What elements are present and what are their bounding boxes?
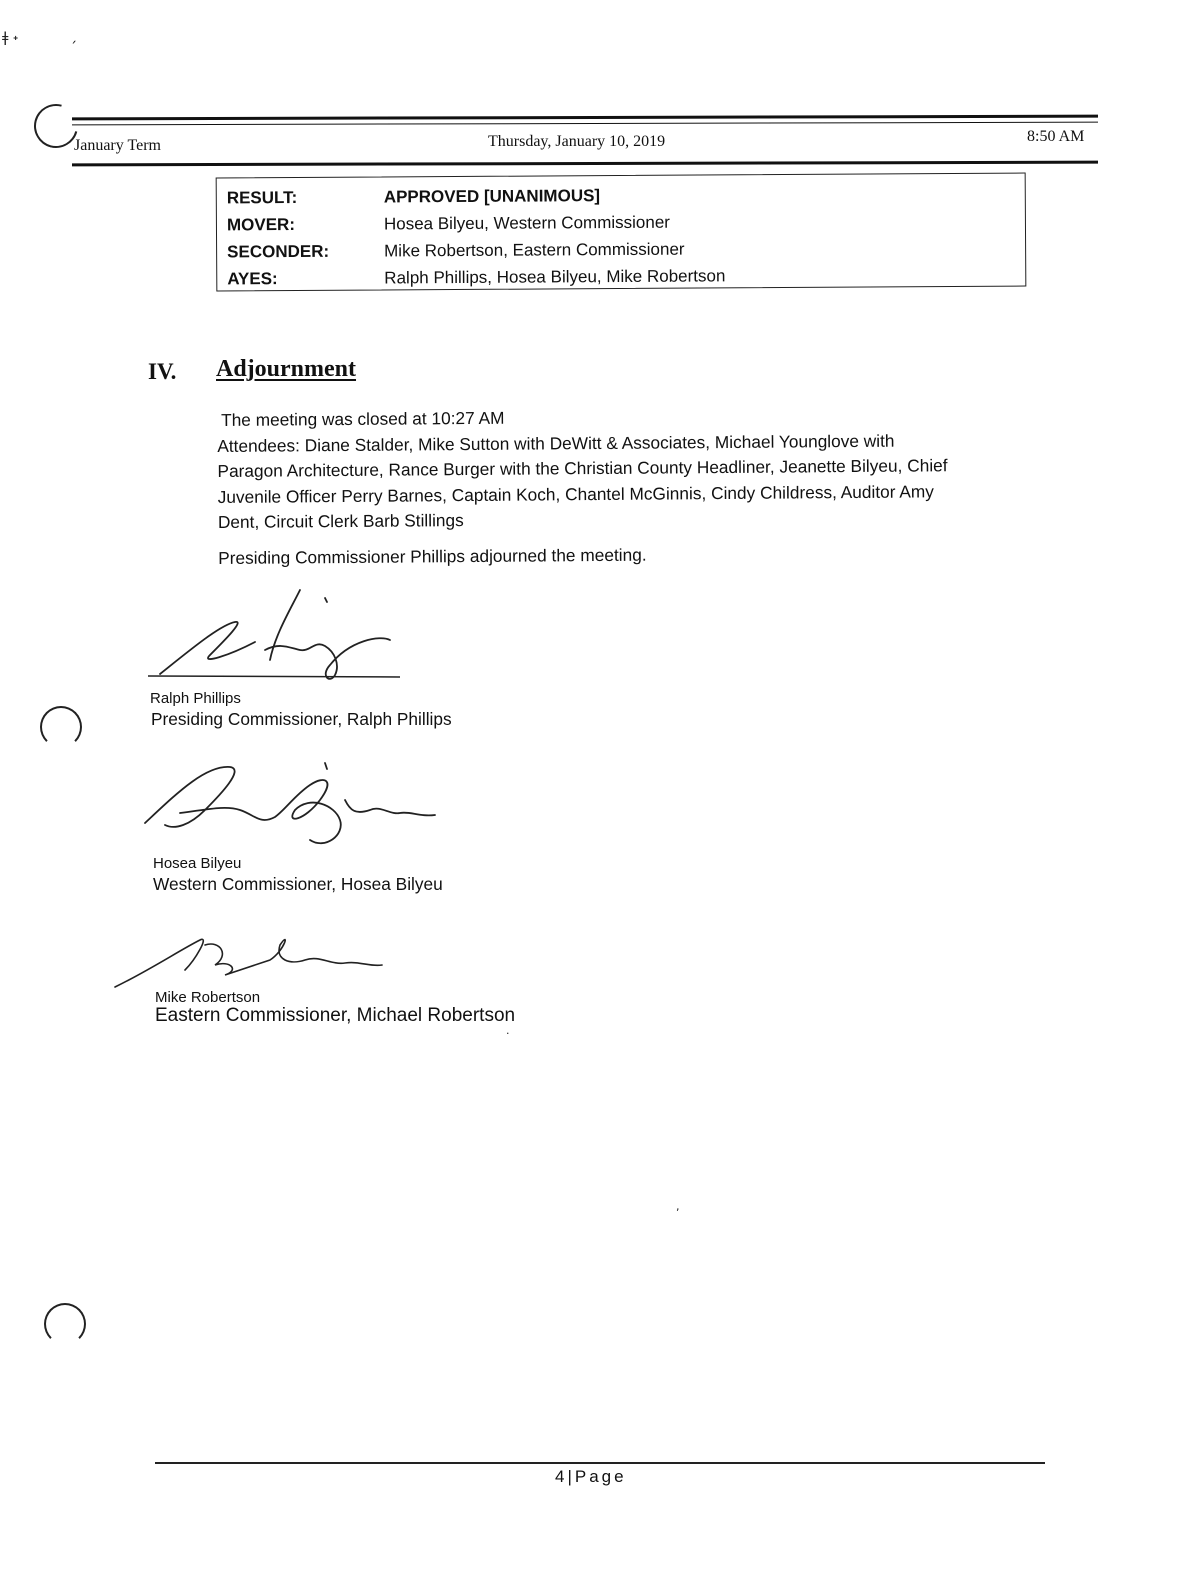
binder-hole-icon: [44, 1303, 86, 1345]
attendees-line: Attendees: Diane Stalder, Mike Sutton with DeWitt & Associates, Michael Younglove with: [217, 430, 895, 456]
header-rule-top: [72, 115, 1098, 121]
section-number: IV.: [148, 359, 177, 384]
signature-hosea-bilyeu: [135, 755, 445, 855]
attendees-line: Paragon Architecture, Rance Burger with the Christian County Headliner, Jeanette Bilyeu, Chief: [217, 455, 948, 482]
signer-title: Eastern Commissioner, Michael Robertson: [155, 1005, 516, 1026]
ayes-value: Ralph Phillips, Hosea Bilyeu, Mike Robertson: [384, 266, 726, 288]
mover-value: Hosea Bilyeu, Western Commissioner: [383, 212, 670, 234]
seconder-value: Mike Robertson, Eastern Commissioner: [384, 239, 685, 261]
signer-title: Presiding Commissioner, Ralph Phillips: [151, 709, 452, 729]
section-title: Adjournment: [216, 356, 357, 382]
result-label: RESULT:: [226, 187, 298, 208]
header-rule-top-thin: [72, 122, 1098, 126]
attendees-line: Dent, Circuit Clerk Barb Stillings: [217, 510, 464, 533]
signature-ralph-phillips: [140, 580, 410, 690]
header-time: 8:50 AM: [1027, 128, 1085, 145]
page-number: [555, 1467, 627, 1487]
mover-label: MOVER:: [226, 214, 296, 235]
scan-speck: ˏ: [70, 28, 77, 44]
signature-mike-robertson: [110, 925, 390, 995]
signer-name: Ralph Phillips: [150, 690, 241, 707]
page-number-value: 4: [555, 1467, 568, 1486]
attendees-line: Juvenile Officer Perry Barnes, Captain Koch, Chantel McGinnis, Cindy Childress, Auditor Amy: [217, 481, 934, 507]
footer-rule: [155, 1462, 1045, 1464]
ayes-label: AYES:: [227, 269, 278, 289]
meeting-closed-line: The meeting was closed at 10:27 AM: [221, 407, 505, 430]
seconder-label: SECONDER:: [227, 241, 330, 262]
result-value: APPROVED [UNANIMOUS]: [383, 186, 601, 207]
adjournment-body: [217, 402, 948, 571]
scan-speck: ,: [676, 1200, 680, 1213]
scan-speck: .: [506, 1024, 510, 1037]
signer-name: Mike Robertson: [155, 989, 261, 1006]
signer-name: Hosea Bilyeu: [153, 855, 242, 872]
header-rule-bottom: [72, 161, 1098, 167]
scan-speck: ǂ ˖: [2, 30, 19, 46]
binder-hole-icon: [40, 706, 82, 748]
vote-result-box: [216, 173, 1027, 292]
page-number-separator: |: [567, 1467, 575, 1486]
adjourned-line: Presiding Commissioner Phillips adjourned the meeting.: [218, 544, 647, 568]
header-date: Thursday, January 10, 2019: [488, 133, 666, 150]
header-term: January Term: [74, 137, 161, 154]
page-number-word: Page: [574, 1467, 627, 1486]
signer-title: Western Commissioner, Hosea Bilyeu: [153, 874, 443, 894]
